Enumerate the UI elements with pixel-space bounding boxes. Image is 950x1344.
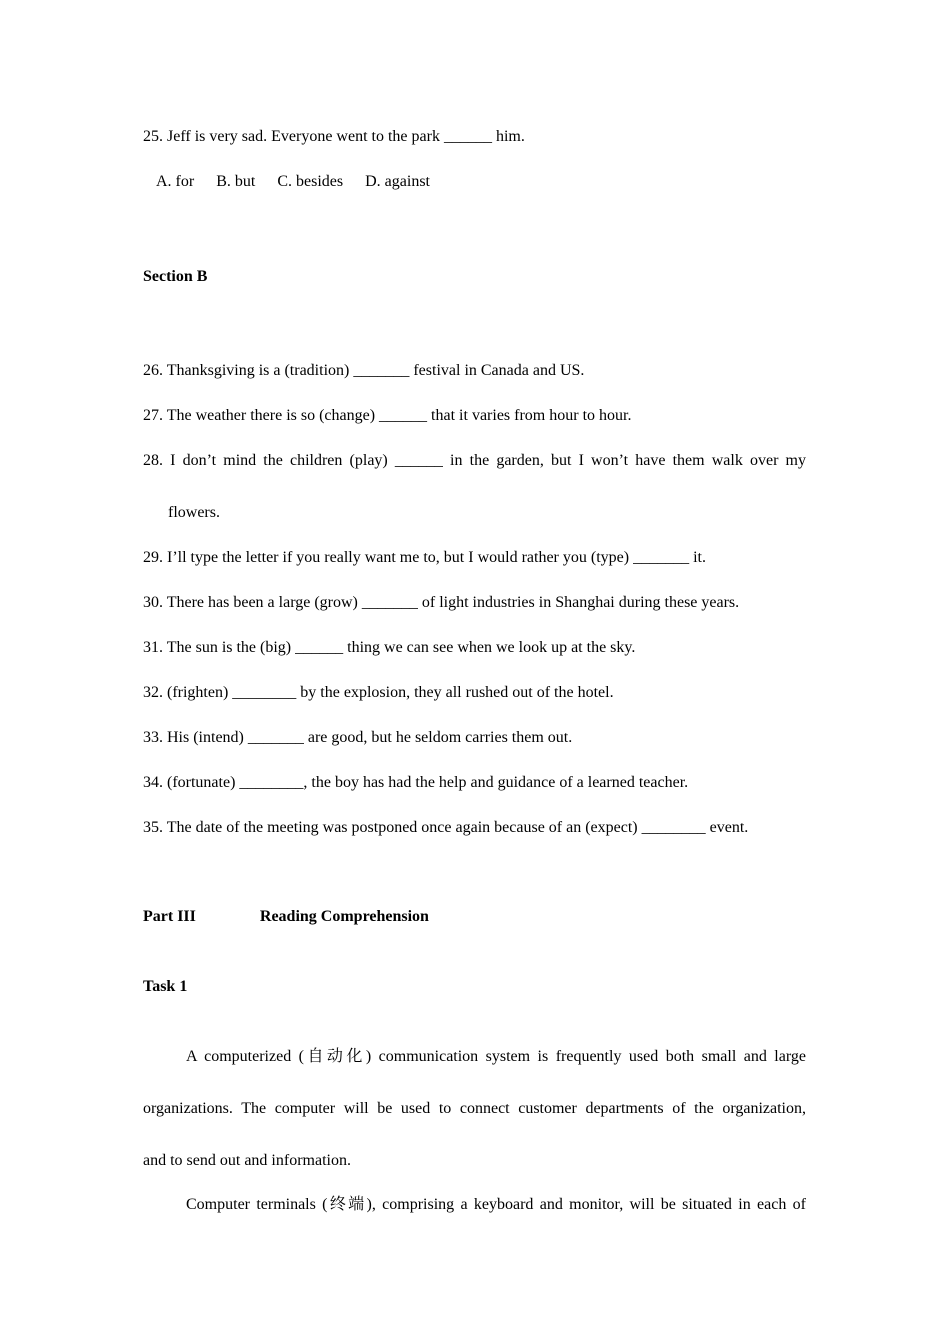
part-label: Part III xyxy=(143,908,196,925)
question-25: 25. Jeff is very sad. Everyone went to the park ______ him. xyxy=(143,128,525,145)
option-b: B. but xyxy=(216,173,256,190)
passage-line-4: Computer terminals (终端), comprising a keyboard and monitor, will be situated in each of xyxy=(186,1196,806,1213)
question-25-options xyxy=(156,172,448,192)
passage-line-2: organizations. The computer will be used to connect customer departments of the organization, xyxy=(143,1100,806,1117)
question-28-continuation: flowers. xyxy=(168,504,220,521)
question-32: 32. (frighten) ________ by the explosion, they all rushed out of the hotel. xyxy=(143,684,614,701)
question-33: 33. His (intend) _______ are good, but he seldom carries them out. xyxy=(143,729,573,746)
passage-line-1: A computerized (自动化) communication system is frequently used both small and large xyxy=(186,1048,806,1065)
option-a: A. for xyxy=(156,173,195,190)
section-b-heading: Section B xyxy=(143,268,208,285)
question-29: 29. I’ll type the letter if you really want me to, but I would rather you (type) _______ it. xyxy=(143,549,706,566)
part-title: Reading Comprehension xyxy=(259,908,429,925)
passage-line-3: and to send out and information. xyxy=(143,1152,351,1169)
question-35: 35. The date of the meeting was postponed once again because of an (expect) ________ event. xyxy=(143,819,749,836)
question-27: 27. The weather there is so (change) ______ that it varies from hour to hour. xyxy=(143,407,632,424)
option-d: D. against xyxy=(365,173,430,190)
question-26: 26. Thanksgiving is a (tradition) _______ festival in Canada and US. xyxy=(143,362,585,379)
task-1-heading: Task 1 xyxy=(143,978,188,995)
question-34: 34. (fortunate) ________, the boy has had the help and guidance of a learned teacher. xyxy=(143,774,689,791)
question-31: 31. The sun is the (big) ______ thing we can see when we look up at the sky. xyxy=(143,639,636,656)
part-iii-heading xyxy=(143,907,429,927)
question-30: 30. There has been a large (grow) _______ of light industries in Shanghai during these years. xyxy=(143,594,740,611)
option-c: C. besides xyxy=(277,173,344,190)
question-28: 28. I don’t mind the children (play) ______ in the garden, but I won’t have them walk over my xyxy=(143,452,806,469)
